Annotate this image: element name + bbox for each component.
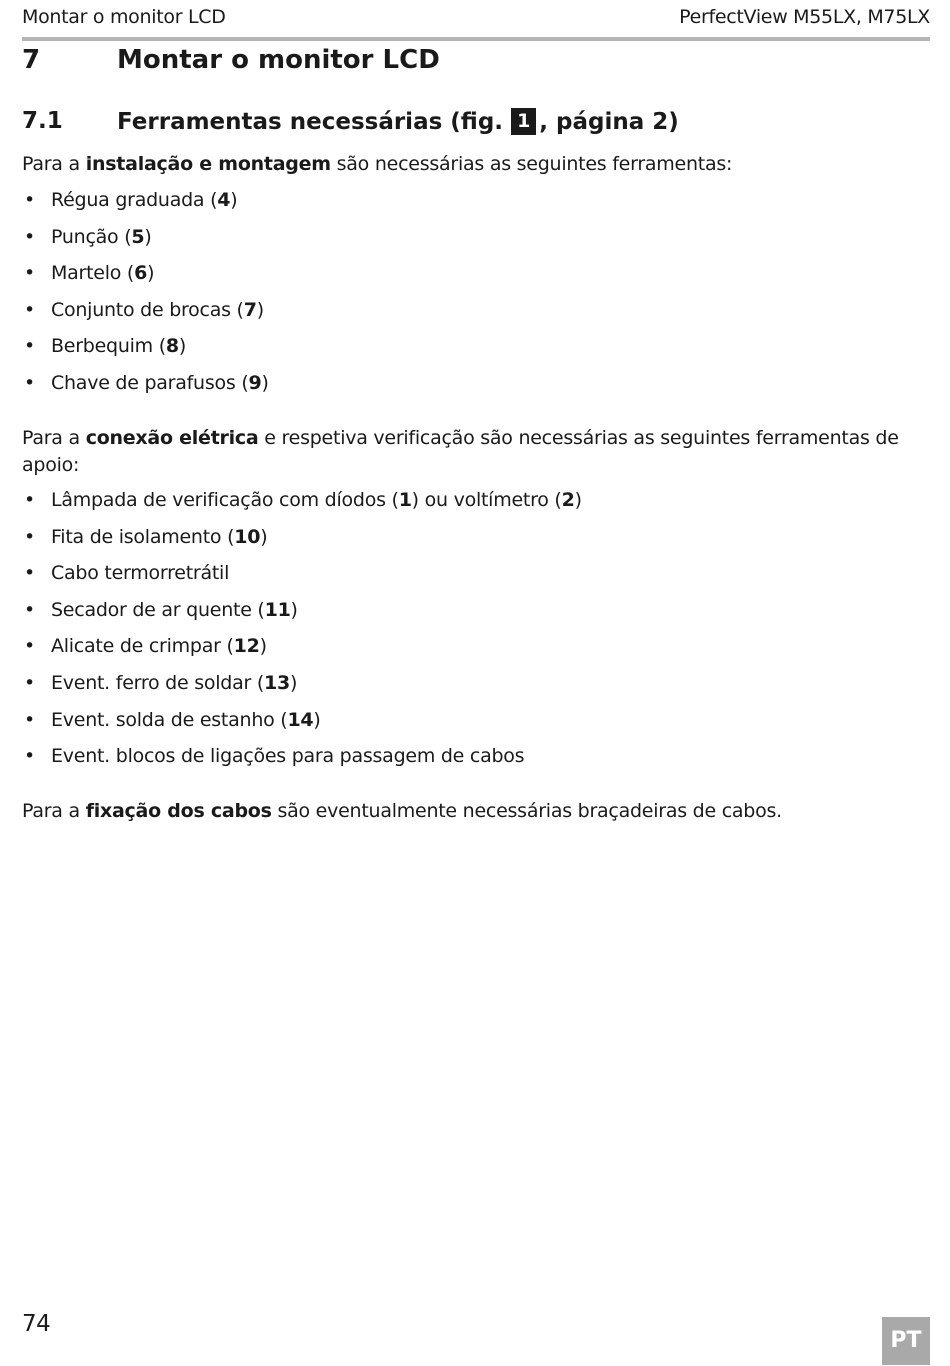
item-text: ) [261, 371, 269, 394]
item-text: ) [260, 525, 268, 548]
item-text: ) [178, 335, 187, 358]
installation-tools-list [22, 182, 902, 402]
item-text: ) [313, 708, 321, 731]
electrical-tools-list [22, 482, 902, 775]
item-text: ) ou voltímetro ( [411, 489, 562, 511]
item-text: Martelo ( [51, 262, 135, 285]
header-divider [22, 37, 930, 41]
list-item [22, 555, 902, 592]
cable-fixing-note [22, 798, 912, 825]
list-item [22, 628, 902, 665]
item-number: 9 [248, 371, 262, 394]
section-title-text: Ferramentas necessárias (fig. [117, 108, 504, 135]
figure-reference-badge: 1 [511, 108, 536, 135]
item-number: 10 [234, 525, 261, 548]
bullet: • [24, 671, 35, 694]
section-title [117, 108, 679, 135]
list-item [22, 365, 902, 402]
item-text: Punção ( [51, 225, 132, 248]
list-item [22, 592, 902, 629]
bullet: • [24, 745, 35, 768]
intro-text: Para a [22, 427, 86, 449]
bullet: • [24, 335, 35, 358]
note-text: são eventualmente necessárias braçadeiras de cabos. [271, 800, 782, 822]
item-number: 13 [263, 671, 290, 694]
bullet: • [24, 708, 35, 731]
list-item [22, 702, 902, 739]
running-header [22, 6, 930, 34]
note-text: Para a [22, 800, 86, 822]
item-text: ) [289, 671, 298, 694]
item-text: Event. ferro de soldar ( [51, 671, 264, 694]
item-number: 5 [131, 225, 145, 248]
item-number: 12 [233, 635, 260, 658]
bullet: • [24, 262, 35, 285]
intro-emphasis: instalação e montagem [85, 153, 331, 175]
item-text: ) [256, 298, 264, 321]
bullet: • [24, 598, 35, 621]
running-header-product: PerfectView M55LX, M75LX [679, 6, 930, 28]
item-number: 7 [243, 298, 257, 321]
list-item [22, 292, 902, 329]
running-header-chapter: Montar o monitor LCD [22, 6, 226, 28]
item-text: Alicate de crimpar ( [51, 635, 234, 658]
list-item [22, 738, 902, 775]
item-text: Event. blocos de ligações para passagem de cabos [51, 745, 525, 768]
intro-emphasis: conexão elétrica [85, 427, 259, 449]
list-item [22, 328, 902, 365]
item-text: Cabo termorretrátil [51, 562, 230, 585]
bullet: • [24, 225, 35, 248]
intro-text: Para a [22, 153, 86, 175]
item-number: 2 [561, 489, 575, 511]
item-text: ) [574, 489, 582, 511]
list-item [22, 482, 902, 519]
item-text: ) [259, 635, 267, 658]
item-number: 11 [264, 598, 291, 621]
chapter-number: 7 [22, 45, 41, 75]
section-heading [22, 104, 679, 138]
item-text: ) [230, 189, 238, 211]
bullet: • [24, 371, 35, 394]
language-badge: PT [882, 1317, 930, 1365]
item-number: 6 [134, 262, 148, 285]
list-item [22, 219, 902, 256]
item-text: Régua graduada ( [51, 189, 218, 211]
electrical-intro [22, 425, 912, 478]
bullet: • [24, 489, 35, 511]
intro-text: são necessárias as seguintes ferramentas: [330, 153, 733, 175]
item-text: Berbequim ( [51, 335, 166, 358]
bullet: • [24, 298, 35, 321]
item-text: Chave de parafusos ( [51, 371, 249, 394]
item-number: 1 [398, 489, 412, 511]
list-item [22, 182, 902, 219]
item-text: ) [290, 598, 298, 621]
list-item [22, 255, 902, 292]
item-text: Event. solda de estanho ( [51, 708, 288, 731]
bullet: • [24, 635, 35, 658]
bullet: • [24, 562, 35, 585]
chapter-title: Montar o monitor LCD [117, 45, 440, 75]
installation-intro [22, 151, 912, 178]
item-number: 14 [287, 708, 314, 731]
intro-text: e respetiva verificação são necessárias as seguintes ferramentas de apoio: [22, 427, 899, 476]
list-item [22, 519, 902, 556]
item-text: Conjunto de brocas ( [51, 298, 244, 321]
section-number: 7.1 [22, 108, 63, 134]
chapter-heading [22, 42, 440, 78]
item-text: Fita de isolamento ( [51, 525, 235, 548]
item-text: Secador de ar quente ( [51, 598, 265, 621]
list-item [22, 665, 902, 702]
note-emphasis: fixação dos cabos [85, 800, 272, 822]
item-number: 4 [217, 189, 231, 211]
bullet: • [24, 189, 35, 211]
item-text: ) [144, 225, 152, 248]
item-text: Lâmpada de verificação com díodos ( [51, 489, 399, 511]
section-title-page-ref: , página 2) [539, 108, 679, 135]
item-text: ) [147, 262, 155, 285]
bullet: • [24, 525, 35, 548]
page-number: 74 [22, 1311, 51, 1337]
item-number: 8 [165, 335, 179, 358]
